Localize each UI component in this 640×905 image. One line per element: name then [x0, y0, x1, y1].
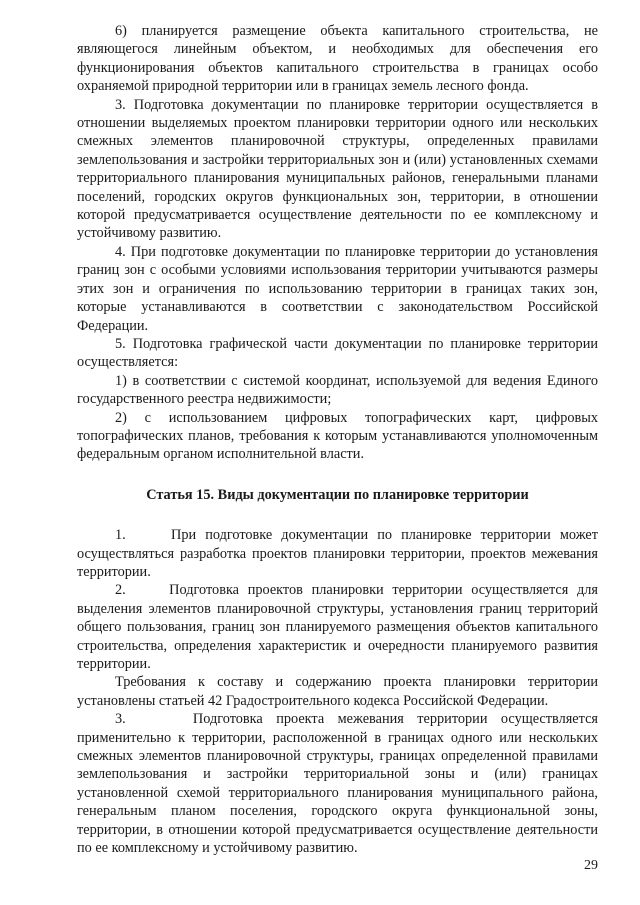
- paragraph-section-4: 4. При подготовке документации по планировке территории до установления границ зон с особыми условиями использования территории учитываются размеры этих зон и ограничения по использованию территории в границах таких зон, которые устанавливаются в соответствии с законодательством Российской Федерации.: [77, 243, 598, 334]
- article-heading: Статья 15. Виды документации по планировке территории: [146, 486, 529, 503]
- page-number: 29: [584, 858, 598, 873]
- paragraph-section-5: 5. Подготовка графической части документации по планировке территории осуществляется:: [77, 335, 598, 371]
- paragraph-section-3: 3. Подготовка документации по планировке территории осуществляется в отношении выделяемых проектом планировки территории одного или нескольких смежных элементов планировочной структуры, определенных правилами землепользования и застройки территориальных зон и (или) установленных схемами территориального планирования муниципальных районов, генеральными планами поселений, городских округов функциональных зон, территории, в отношении которой предусматривается осуществление деятельности по ее комплексному и устойчивому развитию.: [77, 96, 598, 242]
- paragraph-article-point-3: 3. Подготовка проекта межевания территории осуществляется применительно к территории, расположенной в границах одного или нескольких смежных элементов планировочной структуры, границах определенной правилами землепользования и застройки территориальной зоны и (или) границах установленной схемой территориального планирования муниципального района, генеральным планом поселения, городского округа функциональной зоны, территории, в отношении которой предусматривается осуществление деятельности по ее комплексному и устойчивому развитию.: [77, 711, 598, 857]
- paragraph-item-6: 6) планируется размещение объекта капитального строительства, не являющегося линейным объектом, и необходимых для обеспечения его функционирования объектов капитального строительства в границах особо охраняемой природной территории или в границах земель лесного фонда.: [77, 23, 598, 95]
- paragraph-article-point-2: 2. Подготовка проектов планировки территории осуществляется для выделения элементов планировочной структуры, установления границ территорий общего пользования, границ зон планируемого размещения объектов капитального строительства, определения характеристик и очередности планируемого развития территории.: [77, 582, 598, 672]
- paragraph-requirements: Требования к составу и содержанию проекта планировки территории установлены статьей 42 Градостроительного кодекса Российской Федерации.: [77, 674, 598, 709]
- document-page: [77, 22, 598, 857]
- paragraph-item-2: 2) с использованием цифровых топографических карт, цифровых топографических планов, требования к которым устанавливаются уполномоченным федеральным органом исполнительной власти.: [77, 409, 598, 463]
- paragraph-item-1: 1) в соответствии с системой координат, используемой для ведения Единого государственного реестра недвижимости;: [77, 372, 598, 408]
- paragraph-article-point-1: 1. При подготовке документации по планировке территории может осуществляться разработка проектов планировки территории, проектов межевания территории.: [77, 527, 598, 580]
